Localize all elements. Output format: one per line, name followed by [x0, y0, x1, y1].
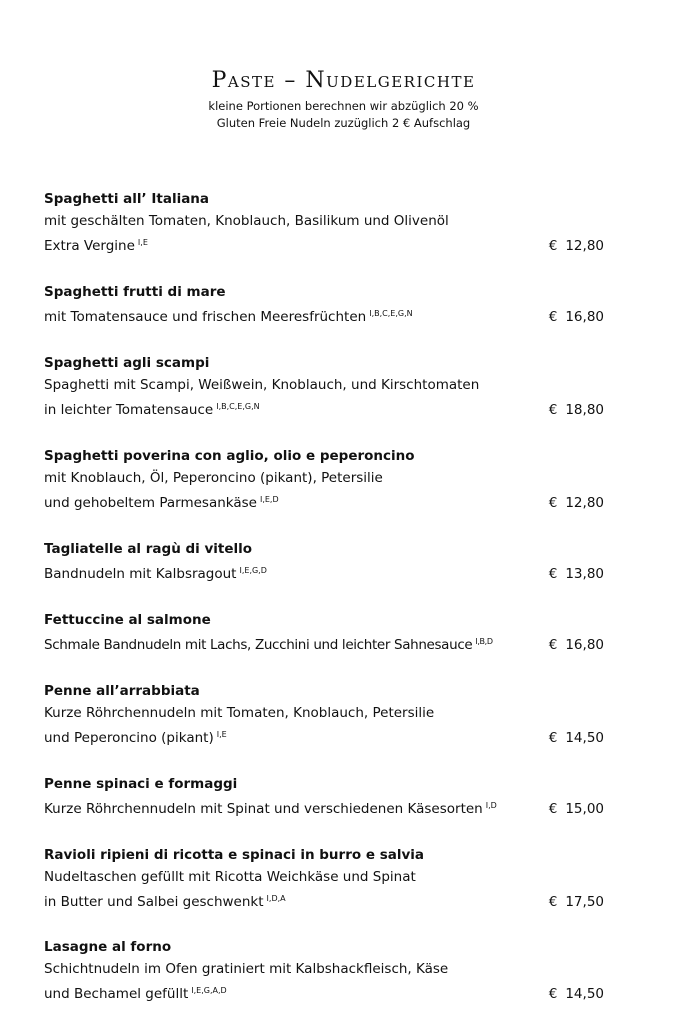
description-text: Bandnudeln mit Kalbsragout	[44, 566, 237, 582]
dish-name: Spaghetti all’ Italiana	[44, 191, 210, 207]
description-line: Kurze Röhrchennudeln mit Tomaten, Knoblauch, Petersilie	[44, 705, 435, 721]
allergen-codes: I,D	[485, 801, 497, 810]
allergen-codes: I,E	[216, 730, 227, 739]
dish-name: Penne spinaci e formaggi	[44, 776, 238, 792]
description-line	[44, 724, 604, 749]
description-line: Spaghetti mit Scampi, Weißwein, Knoblauch, und Kirschtomaten	[44, 377, 480, 393]
menu-item-spaghetti-poverina	[44, 445, 604, 514]
description-line	[44, 232, 604, 257]
currency-symbol: €	[548, 986, 558, 1002]
price-value: 16,80	[565, 309, 604, 325]
description-text: Extra Vergine	[44, 238, 135, 254]
dish-price	[549, 634, 604, 656]
description-line	[44, 631, 604, 656]
menu-item-ravioli-ricotta	[44, 844, 604, 913]
description-text: und Bechamel gefüllt	[44, 986, 189, 1002]
dish-name: Lasagne al forno	[44, 939, 172, 955]
dish-description	[44, 958, 604, 1005]
dish-description	[44, 795, 604, 820]
menu-item-spaghetti-frutti-di-mare	[44, 281, 604, 328]
page-title: Paste – Nudelgerichte	[211, 68, 476, 93]
price-value: 13,80	[565, 566, 604, 582]
dish-name: Spaghetti poverina con aglio, olio e peperoncino	[44, 448, 415, 464]
menu-header	[0, 64, 687, 132]
dish-price	[549, 399, 604, 421]
dish-name: Spaghetti agli scampi	[44, 355, 210, 371]
description-line	[44, 489, 604, 514]
dish-name: Tagliatelle al ragù di vitello	[44, 541, 253, 557]
description-text: und gehobeltem Parmesankäse	[44, 495, 257, 511]
description-text: mit Tomatensauce und frischen Meeresfrüchten	[44, 309, 367, 325]
allergen-codes: I,D,A	[266, 894, 286, 903]
dish-name: Ravioli ripieni di ricotta e spinaci in burro e salvia	[44, 847, 425, 863]
dish-name: Penne all’arrabbiata	[44, 683, 200, 699]
dish-description	[44, 866, 604, 913]
description-line	[44, 980, 604, 1005]
currency-symbol: €	[548, 238, 558, 254]
dish-description	[44, 467, 604, 514]
description-line: Nudeltaschen gefüllt mit Ricotta Weichkäse und Spinat	[44, 869, 416, 885]
description-line: mit geschälten Tomaten, Knoblauch, Basilikum und Olivenöl	[44, 213, 449, 229]
currency-symbol: €	[548, 309, 558, 325]
dish-description	[44, 210, 604, 257]
currency-symbol: €	[548, 566, 558, 582]
allergen-codes: I,E,G,A,D	[191, 986, 227, 995]
price-value: 16,80	[565, 637, 604, 653]
description-line: Schichtnudeln im Ofen gratiniert mit Kalbshackfleisch, Käse	[44, 961, 449, 977]
menu-item-tagliatelle-ragu	[44, 538, 604, 585]
menu-item-spaghetti-scampi	[44, 352, 604, 421]
dish-price	[549, 798, 604, 820]
price-value: 12,80	[565, 238, 604, 254]
dish-price	[549, 492, 604, 514]
dish-price	[549, 235, 604, 257]
dish-description	[44, 702, 604, 749]
price-value: 15,00	[565, 801, 604, 817]
dish-description	[44, 303, 604, 328]
dish-description	[44, 560, 604, 585]
currency-symbol: €	[548, 637, 558, 653]
currency-symbol: €	[548, 894, 558, 910]
dish-price	[549, 306, 604, 328]
price-value: 14,50	[565, 730, 604, 746]
menu-item-penne-spinaci	[44, 773, 604, 820]
description-text: Schmale Bandnudeln mit Lachs, Zucchini und leichter Sahnesauce	[44, 637, 473, 653]
currency-symbol: €	[548, 730, 558, 746]
price-value: 17,50	[565, 894, 604, 910]
dish-price	[549, 563, 604, 585]
allergen-codes: I,E,G,D	[239, 566, 267, 575]
menu-item-spaghetti-italiana	[44, 188, 604, 257]
price-value: 12,80	[565, 495, 604, 511]
dish-description	[44, 374, 604, 421]
portion-note: kleine Portionen berechnen wir abzüglich 20 %	[208, 99, 479, 113]
dish-name: Spaghetti frutti di mare	[44, 284, 226, 300]
description-line	[44, 396, 604, 421]
dish-price	[549, 983, 604, 1005]
currency-symbol: €	[548, 495, 558, 511]
currency-symbol: €	[548, 402, 558, 418]
description-line	[44, 303, 604, 328]
dish-price	[549, 891, 604, 913]
description-text: in leichter Tomatensauce	[44, 402, 214, 418]
allergen-codes: I,E,D	[259, 495, 279, 504]
dish-name: Fettuccine al salmone	[44, 612, 211, 628]
allergen-codes: I,E	[137, 238, 148, 247]
allergen-codes: I,B,C,E,G,N	[216, 402, 260, 411]
description-line	[44, 560, 604, 585]
description-text: und Peperoncino (pikant)	[44, 730, 214, 746]
menu-item-lasagne-forno	[44, 936, 604, 1005]
menu-item-penne-arrabbiata	[44, 680, 604, 749]
price-value: 14,50	[565, 986, 604, 1002]
price-value: 18,80	[565, 402, 604, 418]
dish-price	[549, 727, 604, 749]
description-line	[44, 795, 604, 820]
description-text: in Butter und Salbei geschwenkt	[44, 894, 264, 910]
menu-item-fettuccine-salmone	[44, 609, 604, 656]
currency-symbol: €	[548, 801, 558, 817]
description-line	[44, 888, 604, 913]
allergen-codes: I,B,C,E,G,N	[369, 309, 413, 318]
allergen-codes: I,B,D	[475, 637, 493, 646]
gluten-free-note: Gluten Freie Nudeln zuzüglich 2 € Aufschlag	[216, 116, 471, 130]
description-line: mit Knoblauch, Öl, Peperoncino (pikant), Petersilie	[44, 470, 383, 486]
description-text: Kurze Röhrchennudeln mit Spinat und verschiedenen Käsesorten	[44, 801, 483, 817]
dish-description	[44, 631, 604, 656]
